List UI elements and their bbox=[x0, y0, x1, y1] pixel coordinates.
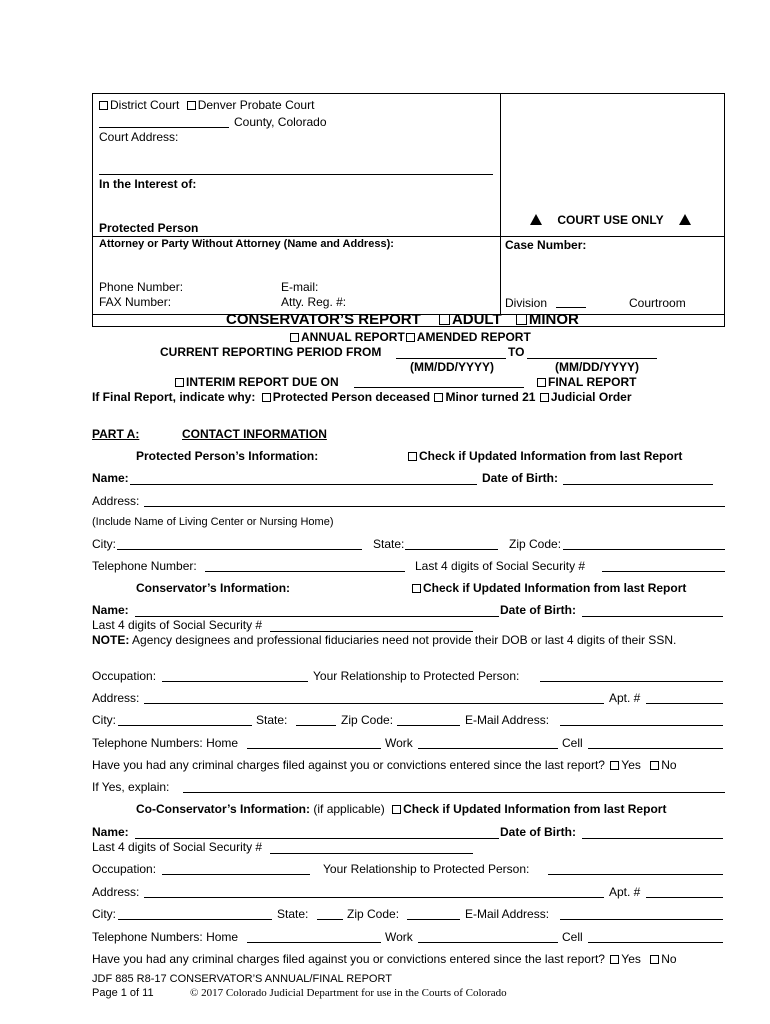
co-cell-field[interactable] bbox=[588, 942, 723, 943]
interim-row bbox=[175, 375, 339, 389]
conservator-state-label: State: bbox=[256, 713, 288, 727]
conservator-occupation-field[interactable] bbox=[162, 681, 308, 682]
protected-dob-label: Date of Birth: bbox=[482, 471, 558, 485]
protected-city-label: City: bbox=[92, 537, 116, 551]
form-id: JDF 885 R8-17 CONSERVATOR’S ANNUAL/FINAL REPORT bbox=[92, 973, 392, 985]
conservator-address-label: Address: bbox=[92, 691, 140, 705]
triangle-up-icon bbox=[530, 214, 542, 225]
conservator-work-label: Work bbox=[385, 736, 413, 750]
conservator-criminal-yes-label: Yes bbox=[621, 758, 641, 772]
courtroom-label: Courtroom bbox=[629, 296, 686, 310]
living-center-note: (Include Name of Living Center or Nursing Home) bbox=[92, 516, 334, 528]
county-field[interactable] bbox=[99, 127, 229, 128]
conservator-criminal-question: Have you had any criminal charges filed against you or convictions entered since the last report? bbox=[92, 758, 605, 772]
conservator-criminal-no-label: No bbox=[661, 758, 677, 772]
co-home-label: Telephone Numbers: Home bbox=[92, 930, 239, 944]
protected-updated-checkbox[interactable] bbox=[408, 452, 417, 461]
report-title-text: CONSERVATOR’S REPORT bbox=[226, 311, 421, 328]
co-cell-label: Cell bbox=[562, 930, 583, 944]
conservator-email-field[interactable] bbox=[560, 725, 723, 726]
date-format-from: (MM/DD/YYYY) bbox=[410, 360, 494, 374]
co-conservator-updated-checkbox[interactable] bbox=[392, 805, 401, 814]
part-a-label: PART A: bbox=[92, 427, 140, 441]
report-type-row bbox=[290, 330, 531, 344]
conservator-name-label: Name: bbox=[92, 603, 129, 617]
minor-checkbox[interactable] bbox=[516, 314, 527, 325]
conservator-occupation-label: Occupation: bbox=[92, 669, 157, 683]
annual-report-label: ANNUAL REPORT bbox=[301, 330, 405, 344]
co-apt-label: Apt. # bbox=[609, 885, 641, 899]
protected-updated-row bbox=[408, 449, 682, 463]
period-from-label: CURRENT REPORTING PERIOD FROM bbox=[160, 345, 382, 359]
protected-address-label: Address: bbox=[92, 494, 140, 508]
protected-dob-field[interactable] bbox=[563, 484, 713, 485]
protected-state-field[interactable] bbox=[405, 549, 498, 550]
court-address-field[interactable] bbox=[99, 174, 493, 175]
co-work-field[interactable] bbox=[418, 942, 558, 943]
conservator-ssn-field[interactable] bbox=[270, 631, 473, 632]
deceased-label: Protected Person deceased bbox=[272, 390, 431, 404]
protected-person-label: Protected Person bbox=[99, 221, 199, 235]
conservator-relationship-label: Your Relationship to Protected Person: bbox=[313, 669, 520, 683]
conservator-zip-field[interactable] bbox=[397, 725, 460, 726]
co-criminal-question: Have you had any criminal charges filed against you or convictions entered since the last report? bbox=[92, 952, 605, 966]
final-report-label: FINAL REPORT bbox=[548, 375, 637, 389]
co-conservator-updated-label: Check if Updated Information from last Report bbox=[403, 802, 667, 816]
interim-date-field[interactable] bbox=[354, 387, 524, 388]
court-type-row bbox=[99, 98, 314, 112]
co-name-label: Name: bbox=[92, 825, 129, 839]
court-address-label: Court Address: bbox=[99, 130, 179, 144]
co-conservator-section-row bbox=[136, 802, 666, 816]
district-court-label: District Court bbox=[110, 98, 180, 112]
conservator-state-field[interactable] bbox=[296, 725, 336, 726]
final-reason-row bbox=[92, 390, 632, 404]
conservator-home-field[interactable] bbox=[247, 748, 381, 749]
co-email-field[interactable] bbox=[560, 919, 723, 920]
denver-probate-checkbox[interactable] bbox=[187, 101, 196, 110]
conservator-dob-label: Date of Birth: bbox=[500, 603, 576, 617]
co-state-field[interactable] bbox=[317, 919, 343, 920]
co-work-label: Work bbox=[385, 930, 413, 944]
date-format-to: (MM/DD/YYYY) bbox=[555, 360, 639, 374]
co-conservator-applicable: (if applicable) bbox=[313, 802, 385, 816]
protected-address-field[interactable] bbox=[144, 506, 725, 507]
adult-checkbox[interactable] bbox=[439, 314, 450, 325]
deceased-checkbox[interactable] bbox=[262, 393, 271, 402]
co-zip-label: Zip Code: bbox=[347, 907, 400, 921]
co-dob-label: Date of Birth: bbox=[500, 825, 576, 839]
conservator-criminal-yes-checkbox[interactable] bbox=[610, 761, 619, 770]
protected-ssn-label: Last 4 digits of Social Security # bbox=[415, 559, 586, 573]
court-use-only: COURT USE ONLY bbox=[530, 213, 691, 227]
turned21-checkbox[interactable] bbox=[434, 393, 443, 402]
part-a-heading: CONTACT INFORMATION bbox=[182, 427, 327, 441]
conservator-zip-label: Zip Code: bbox=[341, 713, 394, 727]
period-from-field[interactable] bbox=[396, 358, 506, 359]
co-criminal-no-checkbox[interactable] bbox=[650, 955, 659, 964]
period-to-field[interactable] bbox=[527, 358, 657, 359]
final-report-checkbox[interactable] bbox=[537, 378, 546, 387]
conservator-relationship-field[interactable] bbox=[540, 681, 723, 682]
co-dob-field[interactable] bbox=[582, 838, 723, 839]
conservator-address-field[interactable] bbox=[144, 703, 604, 704]
in-interest-label: In the Interest of: bbox=[99, 177, 197, 191]
judicial-order-checkbox[interactable] bbox=[540, 393, 549, 402]
fax-label: FAX Number: bbox=[99, 295, 172, 309]
copyright: © 2017 Colorado Judicial Department for use in the Courts of Colorado bbox=[190, 987, 507, 999]
interim-checkbox[interactable] bbox=[175, 378, 184, 387]
protected-zip-label: Zip Code: bbox=[509, 537, 562, 551]
conservator-updated-checkbox[interactable] bbox=[412, 584, 421, 593]
caption-divider bbox=[92, 236, 725, 237]
protected-updated-label: Check if Updated Information from last Report bbox=[419, 449, 683, 463]
co-email-label: E-Mail Address: bbox=[465, 907, 550, 921]
co-home-field[interactable] bbox=[247, 942, 381, 943]
county-label: County, Colorado bbox=[234, 115, 327, 129]
co-city-field[interactable] bbox=[118, 919, 272, 920]
adult-label: ADULT bbox=[451, 311, 502, 328]
interim-label: INTERIM REPORT DUE ON bbox=[186, 375, 339, 389]
email-label: E-mail: bbox=[281, 280, 319, 294]
protected-section-title: Protected Person’s Information: bbox=[136, 449, 319, 463]
co-ssn-field[interactable] bbox=[270, 853, 473, 854]
denver-probate-label: Denver Probate Court bbox=[197, 98, 315, 112]
minor-label: MINOR bbox=[528, 311, 579, 328]
amended-report-label: AMENDED REPORT bbox=[416, 330, 531, 344]
case-number-label: Case Number: bbox=[505, 238, 587, 252]
annual-report-checkbox[interactable] bbox=[290, 333, 299, 342]
protected-phone-label: Telephone Number: bbox=[92, 559, 197, 573]
triangle-up-icon bbox=[679, 214, 691, 225]
conservator-work-field[interactable] bbox=[418, 748, 558, 749]
note-text: Agency designees and professional fiduciaries need not provide their DOB or last 4 digits of their SSN. bbox=[132, 633, 677, 647]
phone-label: Phone Number: bbox=[99, 280, 184, 294]
co-occupation-label: Occupation: bbox=[92, 862, 157, 876]
conservator-explain-field[interactable] bbox=[183, 792, 725, 793]
conservator-cell-label: Cell bbox=[562, 736, 583, 750]
co-address-label: Address: bbox=[92, 885, 140, 899]
protected-city-field[interactable] bbox=[117, 549, 362, 550]
protected-state-label: State: bbox=[373, 537, 405, 551]
conservator-explain-label: If Yes, explain: bbox=[92, 780, 170, 794]
co-city-label: City: bbox=[92, 907, 116, 921]
conservator-criminal-no-checkbox[interactable] bbox=[650, 761, 659, 770]
protected-name-label: Name: bbox=[92, 471, 129, 485]
period-to-label: TO bbox=[508, 345, 525, 359]
conservator-email-label: E-Mail Address: bbox=[465, 713, 550, 727]
conservator-updated-label: Check if Updated Information from last Report bbox=[423, 581, 687, 595]
attorney-label: Attorney or Party Without Attorney (Name and Address): bbox=[99, 238, 394, 250]
conservator-name-field[interactable] bbox=[135, 616, 499, 617]
conservator-home-label: Telephone Numbers: Home bbox=[92, 736, 239, 750]
co-relationship-label: Your Relationship to Protected Person: bbox=[323, 862, 530, 876]
conservator-cell-field[interactable] bbox=[588, 748, 723, 749]
co-criminal-row bbox=[92, 952, 677, 966]
judicial-order-label: Judicial Order bbox=[550, 390, 632, 404]
district-court-checkbox[interactable] bbox=[99, 101, 108, 110]
co-criminal-no-label: No bbox=[661, 952, 677, 966]
amended-report-checkbox[interactable] bbox=[406, 333, 415, 342]
protected-name-field[interactable] bbox=[130, 484, 477, 485]
page-number: Page 1 of 11 bbox=[92, 987, 154, 999]
conservator-updated-row bbox=[412, 581, 686, 595]
co-apt-field[interactable] bbox=[646, 897, 723, 898]
co-criminal-yes-checkbox[interactable] bbox=[610, 955, 619, 964]
final-why-label: If Final Report, indicate why: bbox=[92, 390, 256, 404]
co-address-field[interactable] bbox=[144, 897, 604, 898]
conservator-ssn-label: Last 4 digits of Social Security # bbox=[92, 618, 263, 632]
final-row bbox=[537, 375, 636, 389]
conservator-criminal-row bbox=[92, 758, 677, 772]
co-relationship-field[interactable] bbox=[548, 874, 723, 875]
protected-ssn-field[interactable] bbox=[602, 571, 725, 572]
co-occupation-field[interactable] bbox=[162, 874, 310, 875]
co-ssn-label: Last 4 digits of Social Security # bbox=[92, 840, 263, 854]
note-label: NOTE: bbox=[92, 633, 130, 647]
protected-phone-field[interactable] bbox=[205, 571, 405, 572]
protected-zip-field[interactable] bbox=[563, 549, 725, 550]
conservator-apt-label: Apt. # bbox=[609, 691, 641, 705]
co-conservator-section-title: Co-Conservator’s Information: bbox=[136, 802, 311, 816]
caption-divider bbox=[500, 93, 501, 315]
conservator-city-field[interactable] bbox=[118, 725, 252, 726]
co-state-label: State: bbox=[277, 907, 309, 921]
dob-ssn-note bbox=[92, 633, 676, 647]
co-criminal-yes-label: Yes bbox=[621, 952, 641, 966]
atty-reg-label: Atty. Reg. #: bbox=[281, 295, 347, 309]
turned21-label: Minor turned 21 bbox=[445, 390, 536, 404]
division-label: Division bbox=[505, 296, 548, 310]
co-zip-field[interactable] bbox=[407, 919, 460, 920]
conservator-apt-field[interactable] bbox=[646, 703, 723, 704]
report-title bbox=[226, 311, 579, 328]
co-name-field[interactable] bbox=[135, 838, 499, 839]
conservator-section-title: Conservator’s Information: bbox=[136, 581, 291, 595]
caption-box bbox=[92, 93, 725, 327]
conservator-city-label: City: bbox=[92, 713, 116, 727]
division-field[interactable] bbox=[556, 307, 586, 308]
conservator-dob-field[interactable] bbox=[582, 616, 723, 617]
